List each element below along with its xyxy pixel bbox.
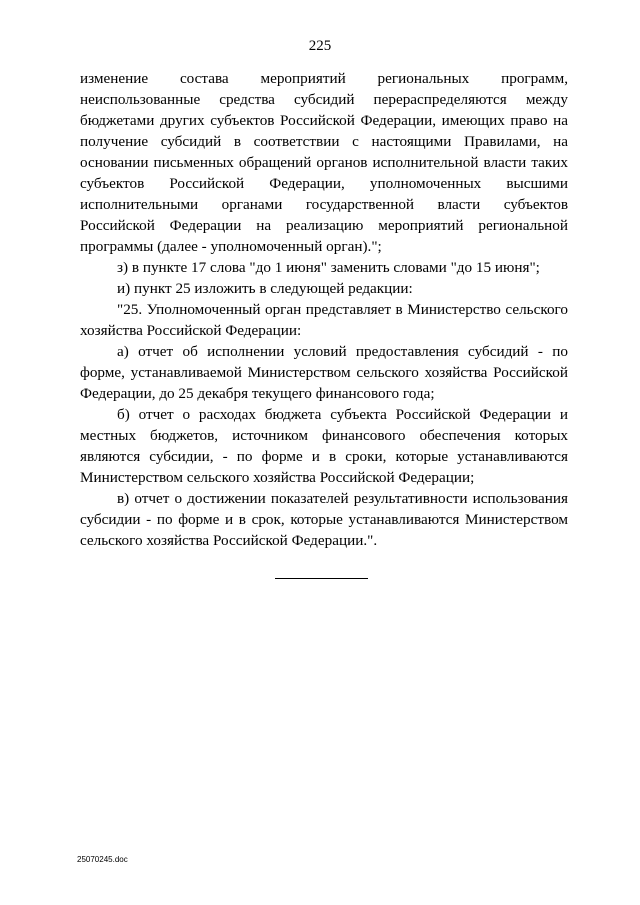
page-number: 225	[308, 38, 332, 54]
document-body	[80, 68, 568, 551]
end-divider-line	[275, 578, 368, 579]
paragraph-item-z: з) в пункте 17 слова "до 1 июня" заменить словами "до 15 июня";	[117, 259, 540, 276]
paragraph-continuation: изменение состава мероприятий региональных программ, неиспользованные средства субсидий перераспределяются между бюджетами других субъектов Российской Федерации, имеющих право на получение субсидий в соответствии с настоящими Правилами, на основании письменных обращений органов исполнительной власти таких субъектов Российской Федерации, уполномоченных высшими исполнительными органами государственной власти субъектов Российской Федерации на реализацию мероприятий региональной программы (далее - уполномоченный орган).";	[80, 70, 568, 255]
footer-file-name: 25070245.doc	[77, 855, 128, 864]
paragraph-subitem-a: а) отчет об исполнении условий предоставления субсидий - по форме, устанавливаемой Министерством сельского хозяйства Российской Федерации, до 25 декабря текущего финансового года;	[80, 343, 568, 402]
paragraph-item-i: и) пункт 25 изложить в следующей редакции:	[117, 280, 413, 297]
paragraph-subitem-b: б) отчет о расходах бюджета субъекта Российской Федерации и местных бюджетов, источником финансового обеспечения которых являются субсидии, - по форме и в сроки, которые устанавливаются Министерством сельского хозяйства Российской Федерации;	[80, 406, 568, 486]
paragraph-subitem-v: в) отчет о достижении показателей результативности использования субсидии - по форме и в срок, которые устанавливаются Министерством сельского хозяйства Российской Федерации.".	[80, 490, 568, 549]
paragraph-point-25: "25. Уполномоченный орган представляет в Министерство сельского хозяйства Российской Федерации:	[80, 301, 568, 339]
